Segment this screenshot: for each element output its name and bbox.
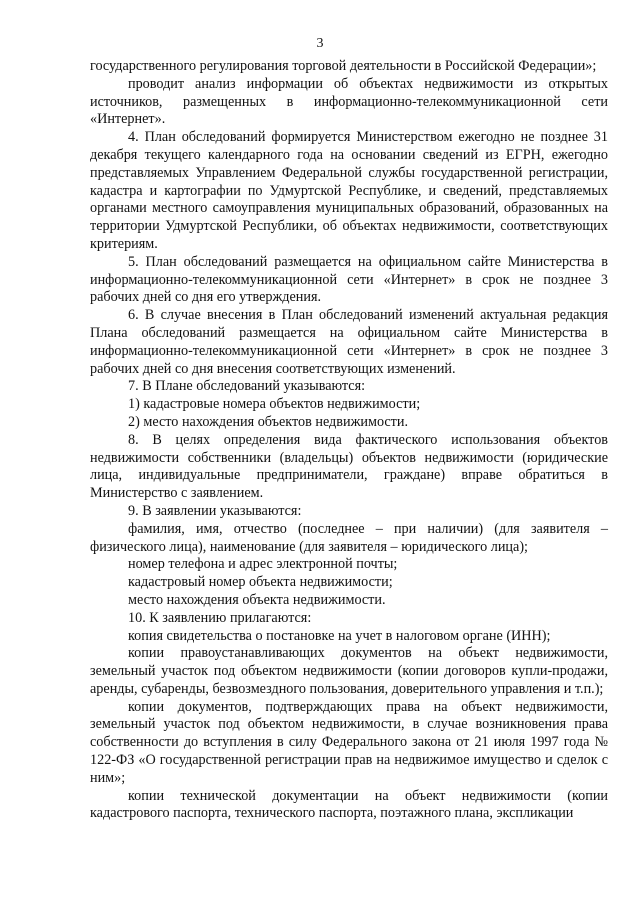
paragraph: кадастровый номер объекта недвижимости; — [128, 574, 393, 591]
page-number: 3 — [316, 36, 324, 51]
paragraph: копии документов, подтверждающих права на объект недвижимости, земельный участок под объектом недвижимости, в случае возникновения права собственности до вступления в силу Федерального закона от 21 июля 1997 года № 122-ФЗ «О государственной регистрации прав на недвижимое имущество и сделок с ним»; — [90, 698, 608, 786]
paragraph: копия свидетельства о постановке на учет в налоговом органе (ИНН); — [128, 627, 551, 644]
paragraph: 8. В целях определения вида фактического использования объектов недвижимости собственники (владельцы) объектов недвижимости (юридические лица, индивидуальные предприниматели, граждане) вправе обратиться в Министерство с заявлением. — [90, 431, 608, 502]
document-body — [90, 58, 608, 823]
paragraph: 5. План обследований размещается на официальном сайте Министерства в информационно-телекоммуникационной сети «Интернет» в срок не позднее 3 рабочих дней со дня его утверждения. — [90, 253, 608, 306]
paragraph: 6. В случае внесения в План обследований изменений актуальная редакция Плана обследований размещается на официальном сайте Министерства в информационно-телекоммуникационной сети «Интернет» в срок не позднее 3 рабочих дней со дня внесения соответствующих изменений. — [90, 307, 608, 377]
paragraph: 1) кадастровые номера объектов недвижимости; — [128, 396, 421, 413]
paragraph: фамилия, имя, отчество (последнее – при наличии) (для заявителя – физического лица), наименование (для заявителя – юридического лица); — [90, 520, 608, 555]
paragraph: копии технической документации на объект недвижимости (копии кадастрового паспорта, технического паспорта, поэтажного плана, экспликации — [90, 787, 608, 822]
paragraph: копии правоустанавливающих документов на объект недвижимости, земельный участок под объектом недвижимости (копии договоров купли-продажи, аренды, субаренды, безвозмездного пользования, доверительного управления и т.п.); — [90, 645, 608, 697]
paragraph: 4. План обследований формируется Министерством ежегодно не позднее 31 декабря текущего календарного года на основании сведений из ЕГРН, ежегодно представляемых Управлением Федеральной службы государственной регистрации, кадастра и картографии по Удмуртской Республике, и сведений, представляемых органами местного самоуправления муниципальных образований, образованных на территории Удмуртской Республики, об объектах недвижимости, соответствующих критериям. — [90, 129, 608, 252]
paragraph: 9. В заявлении указываются: — [128, 502, 302, 519]
paragraph: 7. В Плане обследований указываются: — [128, 378, 366, 395]
paragraph: проводит анализ информации об объектах недвижимости из открытых источников, размещенных в информационно-телекоммуникационной сети «Интернет». — [90, 75, 608, 128]
paragraph: государственного регулирования торговой деятельности в Российской Федерации»; — [90, 58, 597, 74]
paragraph: 2) место нахождения объектов недвижимости. — [128, 413, 409, 430]
paragraph: 10. К заявлению прилагаются: — [128, 609, 312, 626]
paragraph: место нахождения объекта недвижимости. — [128, 591, 386, 608]
paragraph: номер телефона и адрес электронной почты; — [128, 556, 398, 573]
